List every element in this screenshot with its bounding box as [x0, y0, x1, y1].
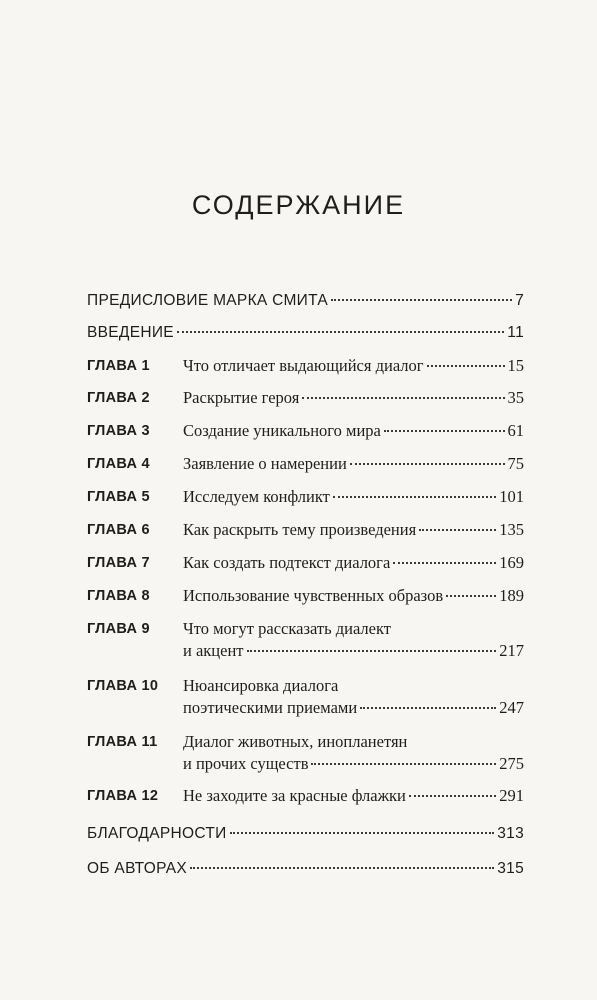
dot-leader [427, 365, 505, 367]
dot-leader [384, 430, 505, 432]
chapter-label: ГЛАВА 7 [87, 555, 150, 571]
entry-title: Заявление о намерении [183, 454, 347, 473]
entry-page: 15 [507, 356, 524, 375]
chapter-label: ГЛАВА 11 [87, 734, 158, 750]
entry-title: Создание уникального мира [183, 421, 381, 440]
entry-title-line-1: Диалог животных, инопланетян [183, 732, 408, 751]
entry-page: 169 [499, 553, 524, 572]
entry-title: Использование чувственных образов [183, 586, 444, 605]
entry-page: 11 [507, 324, 524, 341]
dot-leader [409, 795, 496, 797]
dot-leader [190, 867, 494, 869]
entry-title: ВВЕДЕНИЕ [87, 324, 174, 341]
entry-page: 101 [499, 487, 524, 506]
entry-title: Что отличает выдающийся диалог [183, 356, 424, 375]
entry-title-line-1: Что могут рассказать диалект [183, 619, 391, 638]
entry-page: 247 [499, 698, 524, 717]
entry-title: Раскрытие героя [183, 388, 300, 407]
entry-page: 7 [515, 292, 524, 309]
entry-page: 75 [507, 454, 524, 473]
entry-page: 61 [507, 421, 524, 440]
dot-leader [333, 496, 496, 498]
entry-title-line-1: Нюансировка диалога [183, 676, 339, 695]
chapter-label: ГЛАВА 12 [87, 788, 159, 804]
dot-leader [350, 463, 505, 465]
entry-title: БЛАГОДАРНОСТИ [87, 825, 227, 842]
chapter-label: ГЛАВА 2 [87, 390, 150, 406]
dot-leader [393, 562, 496, 564]
entry-page: 189 [499, 586, 524, 605]
dot-leader [230, 832, 495, 834]
entry-title-line-2: и акцент [183, 641, 244, 660]
entry-title: Как раскрыть тему произведения [183, 520, 417, 539]
entry-title: Исследуем конфликт [183, 487, 330, 506]
toc-entry-foreword[interactable] [87, 290, 524, 312]
dot-leader [247, 650, 497, 652]
dot-leader [331, 299, 512, 301]
entry-page: 313 [497, 825, 524, 842]
chapter-label: ГЛАВА 8 [87, 588, 150, 604]
entry-page: 291 [499, 786, 524, 805]
toc-entry-introduction[interactable] [87, 322, 524, 344]
chapter-label: ГЛАВА 6 [87, 522, 150, 538]
chapter-label: ГЛАВА 5 [87, 489, 150, 505]
entry-title: Как создать подтекст диалога [183, 553, 391, 572]
entry-page: 217 [499, 641, 524, 660]
chapter-label: ГЛАВА 1 [87, 358, 150, 374]
toc-entry-about-authors[interactable] [87, 858, 524, 880]
chapter-label: ГЛАВА 9 [87, 621, 150, 637]
dot-leader [360, 707, 496, 709]
page-title: СОДЕРЖАНИЕ [191, 190, 406, 221]
chapter-label: ГЛАВА 4 [87, 456, 150, 472]
dot-leader [446, 595, 496, 597]
entry-title: Не заходите за красные флажки [183, 786, 406, 805]
entry-page: 35 [507, 388, 524, 407]
toc-entry-acknowledgements[interactable] [87, 823, 524, 845]
dot-leader [419, 529, 496, 531]
entry-title: ПРЕДИСЛОВИЕ МАРКА СМИТА [87, 292, 329, 309]
chapter-label: ГЛАВА 10 [87, 678, 159, 694]
dot-leader [311, 763, 496, 765]
entry-title-line-2: и прочих существ [183, 754, 309, 773]
dot-leader [177, 331, 504, 333]
chapter-label: ГЛАВА 3 [87, 423, 150, 439]
dot-leader [302, 397, 504, 399]
entry-page: 315 [497, 860, 524, 877]
entry-page: 135 [499, 520, 524, 539]
entry-page: 275 [499, 754, 524, 773]
entry-title-line-2: поэтическими приемами [183, 698, 358, 717]
entry-title: ОБ АВТОРАХ [87, 860, 187, 877]
